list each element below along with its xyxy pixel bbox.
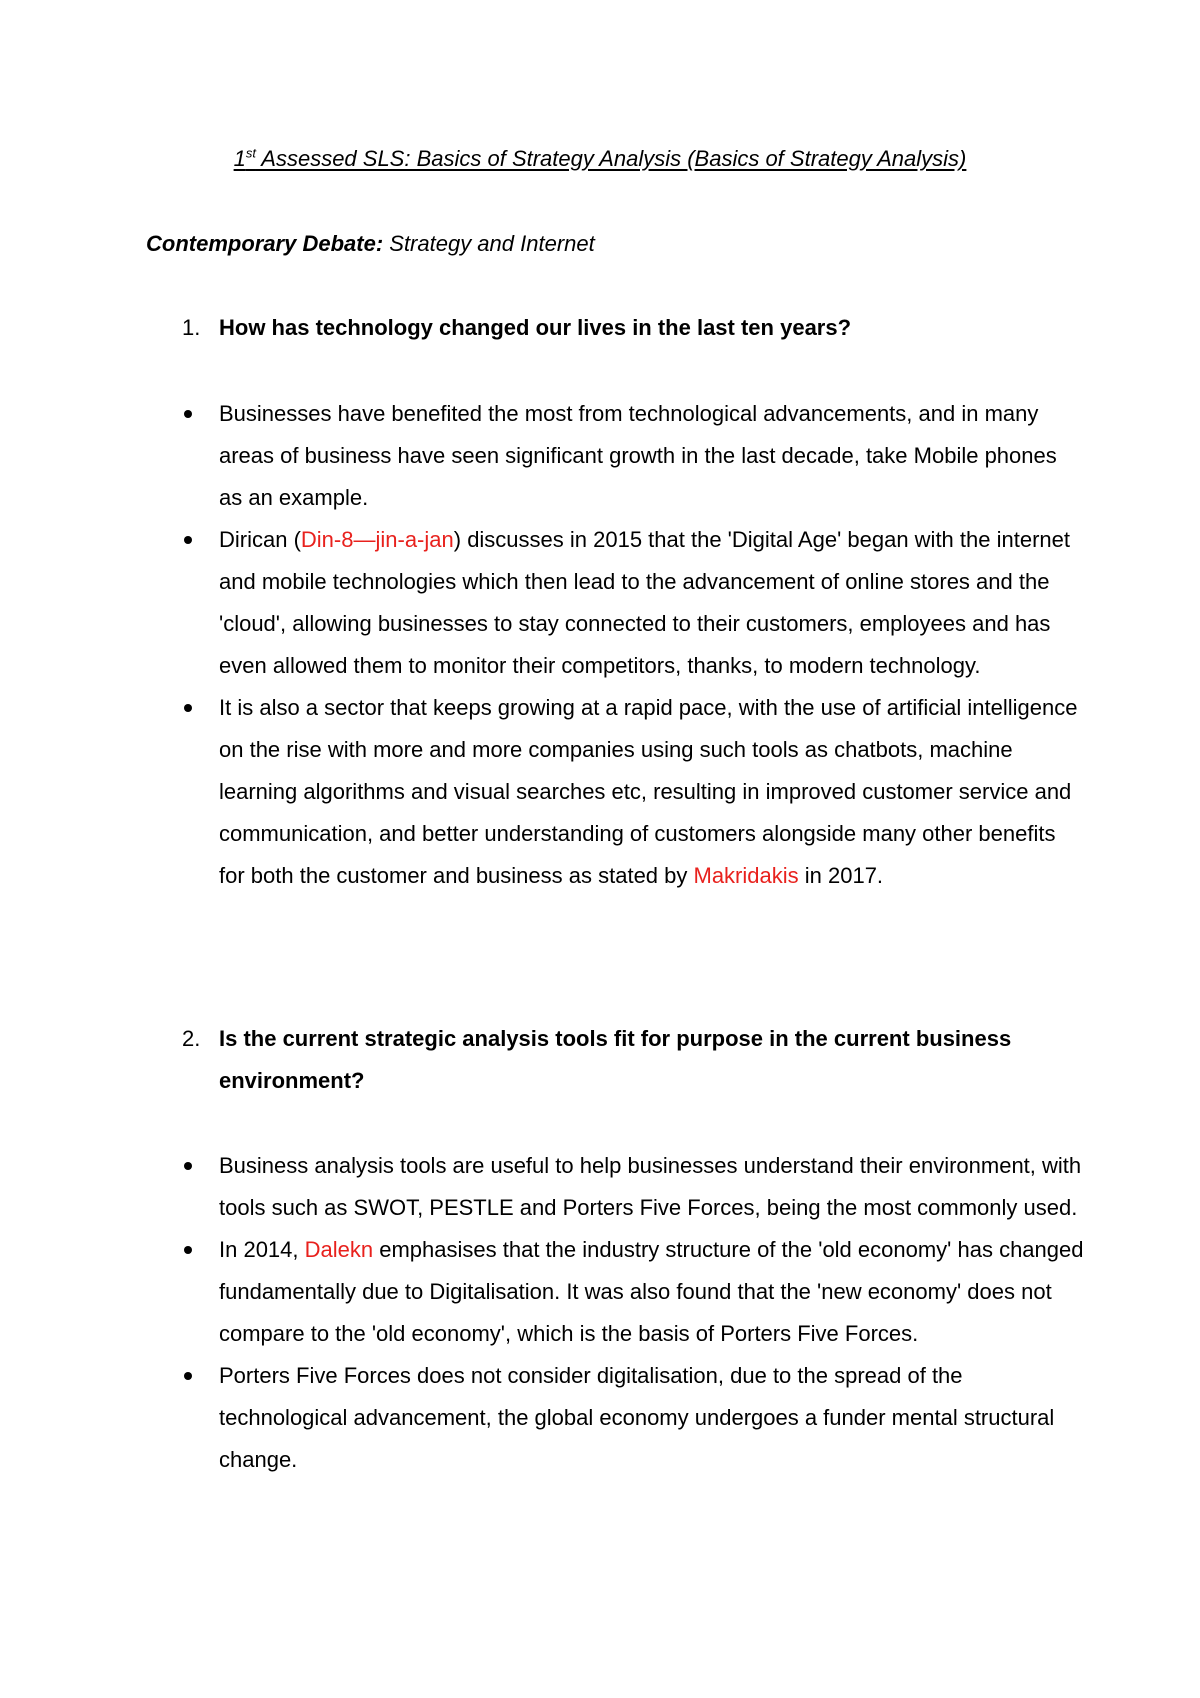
bullet-text: ) discusses in 2015 that the 'Digital Age' began with the internet and mobile technologies which then lead to the advancement of online stores and the 'cloud', allowing businesses to stay connected to their customers, employees and has even allowed them to monitor their competitors, thanks, to modern technology. (219, 527, 1070, 678)
bullet-text: Dirican ( (219, 527, 301, 552)
bullet-text: Business analysis tools are useful to help businesses understand their environment, with tools such as SWOT, PESTLE and Porters Five Forces, being the most commonly used. (219, 1153, 1082, 1220)
debate-line (146, 230, 595, 258)
bullet-text: It is also a sector that keeps growing at a rapid pace, with the use of artificial intelligence on the rise with more and more companies using such tools as chatbots, machine learning algorithms and visual searches etc, resulting in improved customer service and communication, and better understanding of customers alongside many other benefits for both the customer and business as stated by (219, 695, 1078, 888)
highlighted-pronunciation: Din-8—jin-a-jan (300, 527, 454, 552)
title-ordinal-suffix: st (245, 145, 256, 161)
bullet-text: Porters Five Forces does not consider digitalisation, due to the spread of the technological advancement, the global economy undergoes a funder mental structural change. (219, 1363, 1055, 1472)
question-number: 1. (182, 315, 201, 340)
bullet-icon (184, 410, 192, 418)
bullet-list-1 (146, 393, 1086, 897)
title-ordinal: 1 (233, 146, 246, 171)
question-text: Is the current strategic analysis tools fit for purpose in the current business environment? (219, 1026, 1012, 1093)
bullet-icon (184, 1162, 192, 1170)
question-text: How has technology changed our lives in the last ten years? (219, 315, 852, 340)
list-item (146, 393, 1086, 519)
bullet-text: in 2017. (798, 863, 884, 888)
document-title (0, 145, 1200, 173)
list-item (146, 1229, 1086, 1355)
list-item (146, 519, 1086, 687)
list-item (146, 1145, 1086, 1229)
bullet-icon (184, 1372, 192, 1380)
highlighted-author: Dalekn (304, 1237, 374, 1262)
list-item (146, 687, 1086, 897)
bullet-text: In 2014, (219, 1237, 305, 1262)
bullet-icon (184, 704, 192, 712)
list-item (146, 1355, 1086, 1481)
question-2 (146, 1018, 1086, 1102)
debate-label: Contemporary Debate: (146, 231, 384, 256)
highlighted-author: Makridakis (693, 863, 799, 888)
bullet-text: Businesses have benefited the most from technological advancements, and in many areas of business have seen significant growth in the last decade, take Mobile phones as an example. (219, 401, 1057, 510)
title-text: Assessed SLS: Basics of Strategy Analysis (Basics of Strategy Analysis) (255, 146, 967, 171)
bullet-list-2 (146, 1145, 1086, 1481)
bullet-text: emphasises that the industry structure of the 'old economy' has changed fundamentally due to Digitalisation. It was also found that the 'new economy' does not compare to the 'old economy', which is the basis of Porters Five Forces. (219, 1237, 1084, 1346)
bullet-icon (184, 1246, 192, 1254)
question-1 (146, 307, 1086, 349)
debate-value: Strategy and Internet (383, 231, 595, 256)
bullet-icon (184, 536, 192, 544)
question-number: 2. (182, 1026, 201, 1051)
